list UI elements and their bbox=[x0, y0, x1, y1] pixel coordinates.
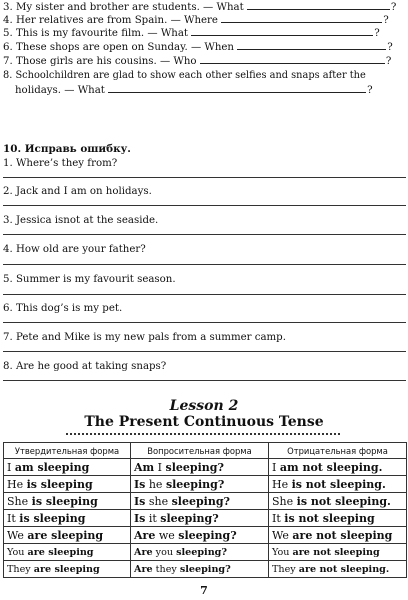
table-row bbox=[4, 544, 407, 561]
exercise-item-5: 5. Summer is my favourit season. bbox=[3, 274, 176, 285]
question-text: holidays. — What bbox=[15, 85, 105, 96]
question-4 bbox=[3, 13, 389, 27]
exercise-item-4: 4. How old are your father? bbox=[3, 244, 146, 255]
table-row bbox=[4, 527, 407, 544]
exercise-item-3: 3. Jessica isnot at the seaside. bbox=[3, 215, 159, 226]
question-text: 7. Those girls are his cousins. — Who bbox=[3, 56, 197, 67]
question-mark: ? bbox=[374, 28, 380, 39]
answer-line[interactable] bbox=[3, 322, 406, 323]
table-row bbox=[4, 476, 407, 493]
question-3 bbox=[3, 0, 396, 14]
answer-line[interactable] bbox=[3, 264, 406, 265]
question-7 bbox=[3, 54, 391, 68]
answer-line[interactable] bbox=[3, 380, 406, 381]
affirmative-cell: You are sleeping bbox=[4, 544, 131, 561]
affirmative-cell: It is sleeping bbox=[4, 510, 131, 527]
lesson-subtitle: The Present Continuous Tense bbox=[84, 414, 324, 430]
table-row bbox=[4, 561, 407, 578]
header-negative: Отрицательная форма bbox=[269, 443, 407, 459]
answer-blank[interactable] bbox=[237, 40, 386, 50]
interrogative-cell: Am I sleeping? bbox=[131, 459, 269, 476]
table-row bbox=[4, 459, 407, 476]
interrogative-cell: Is he sleeping? bbox=[131, 476, 269, 493]
question-text: 5. This is my favourite film. — What bbox=[3, 28, 189, 39]
exercise-item-1: 1. Where’s they from? bbox=[3, 158, 118, 169]
negative-cell: She is not sleeping. bbox=[269, 493, 407, 510]
table-row bbox=[4, 510, 407, 527]
header-affirmative: Утвердительная форма bbox=[4, 443, 131, 459]
answer-blank[interactable] bbox=[221, 13, 382, 23]
negative-cell: He is not sleeping. bbox=[269, 476, 407, 493]
interrogative-cell: Is she sleeping? bbox=[131, 493, 269, 510]
page-number: 7 bbox=[200, 584, 208, 597]
table-header-row bbox=[4, 443, 407, 459]
negative-cell: They are not sleeping. bbox=[269, 561, 407, 578]
answer-blank[interactable] bbox=[191, 26, 373, 36]
interrogative-cell: Is it sleeping? bbox=[131, 510, 269, 527]
question-mark: ? bbox=[383, 15, 389, 26]
interrogative-cell: Are you sleeping? bbox=[131, 544, 269, 561]
affirmative-cell: I am sleeping bbox=[4, 459, 131, 476]
negative-cell: I am not sleeping. bbox=[269, 459, 407, 476]
negative-cell: You are not sleeping bbox=[269, 544, 407, 561]
question-mark: ? bbox=[367, 85, 373, 96]
question-mark: ? bbox=[387, 42, 393, 53]
exercise-title: 10. Исправь ошибку. bbox=[3, 143, 131, 155]
answer-line[interactable] bbox=[3, 351, 406, 352]
question-mark: ? bbox=[385, 56, 392, 67]
affirmative-cell: He is sleeping bbox=[4, 476, 131, 493]
exercise-item-7: 7. Pete and Mike is my new pals from a summer camp. bbox=[3, 332, 286, 343]
affirmative-cell: We are sleeping bbox=[4, 527, 131, 544]
answer-line[interactable] bbox=[3, 234, 406, 235]
question-text: 4. Her relatives are from Spain. — Where bbox=[3, 15, 218, 26]
answer-line[interactable] bbox=[3, 177, 406, 178]
exercise-item-2: 2. Jack and I am on holidays. bbox=[3, 186, 152, 197]
lesson-title: Lesson 2 bbox=[169, 398, 239, 414]
question-mark: ? bbox=[390, 2, 397, 13]
dotted-divider bbox=[66, 433, 340, 435]
affirmative-cell: They are sleeping bbox=[4, 561, 131, 578]
answer-blank[interactable] bbox=[200, 54, 385, 64]
question-6 bbox=[3, 40, 393, 54]
exercise-item-8: 8. Are he good at taking snaps? bbox=[3, 361, 167, 372]
question-text: 8. Schoolchildren are glad to show each other selfies and snaps after the bbox=[3, 70, 366, 81]
answer-blank[interactable] bbox=[108, 83, 366, 93]
header-interrogative: Вопросительная форма bbox=[131, 443, 269, 459]
grammar-table bbox=[3, 442, 407, 578]
question-8 bbox=[3, 69, 366, 82]
table-row bbox=[4, 493, 407, 510]
interrogative-cell: Are we sleeping? bbox=[131, 527, 269, 544]
negative-cell: We are not sleeping bbox=[269, 527, 407, 544]
negative-cell: It is not sleeping bbox=[269, 510, 407, 527]
affirmative-cell: She is sleeping bbox=[4, 493, 131, 510]
question-text: 3. My sister and brother are students. — What bbox=[3, 2, 244, 13]
question-8-continued bbox=[15, 83, 373, 97]
question-5 bbox=[3, 26, 380, 40]
answer-blank[interactable] bbox=[247, 0, 390, 10]
answer-line[interactable] bbox=[3, 205, 406, 206]
exercise-item-6: 6. This dog’s is my pet. bbox=[3, 303, 123, 314]
question-text: 6. These shops are open on Sunday. — When bbox=[3, 42, 234, 53]
interrogative-cell: Are they sleeping? bbox=[131, 561, 269, 578]
answer-line[interactable] bbox=[3, 294, 406, 295]
